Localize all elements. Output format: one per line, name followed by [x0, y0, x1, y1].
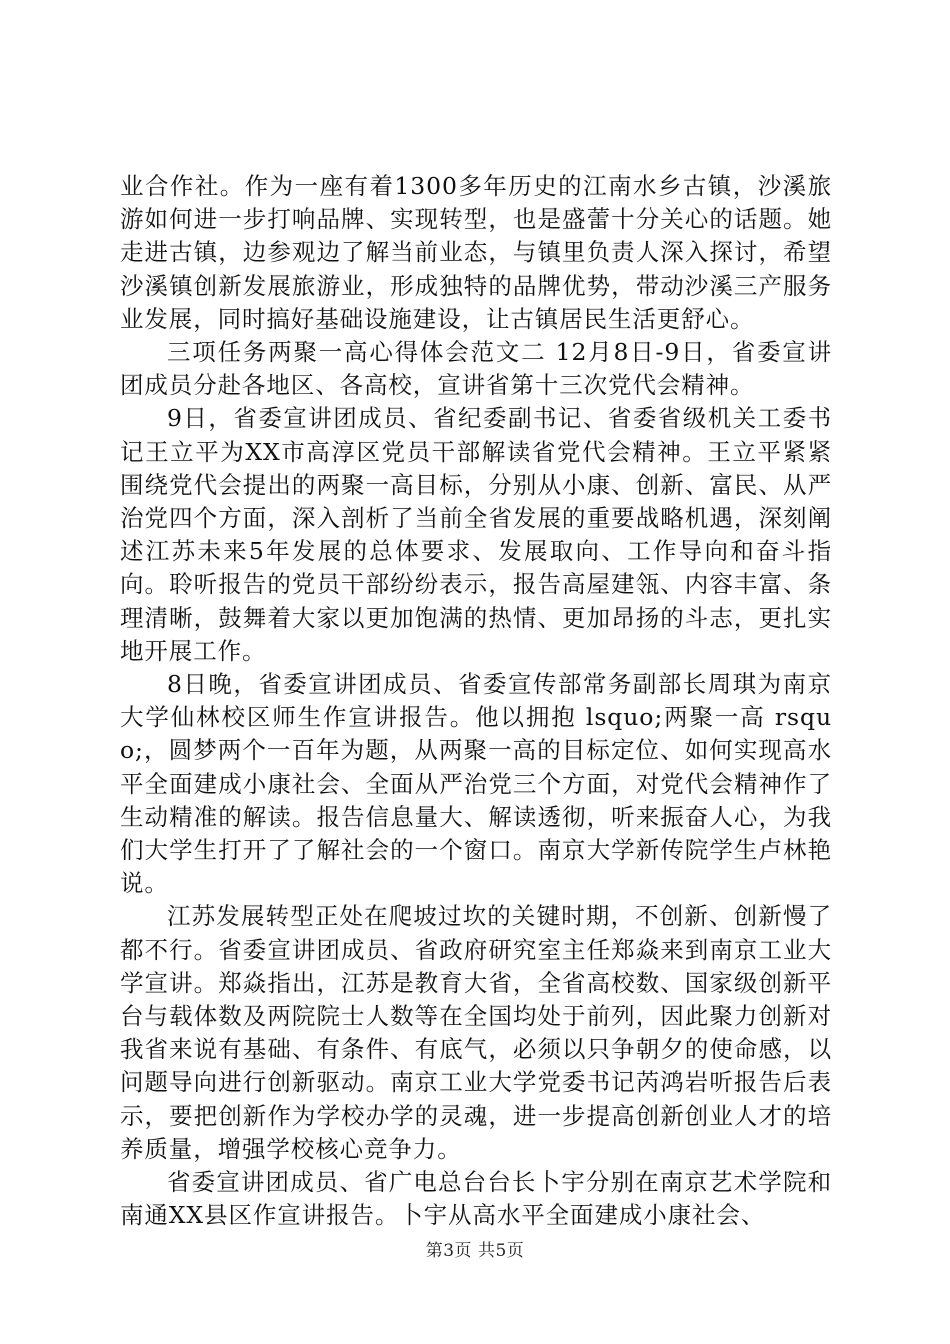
- paragraph-2: 三项任务两聚一高心得体会范文二 12月8日-9日，省委宣讲团成员分赴各地区、各高校，宣讲省第十三次党代会精神。: [120, 338, 832, 400]
- paragraph-4: 8日晚，省委宣讲团成员、省委宣传部常务副部长周琪为南京大学仙林校区师生作宣讲报告。他以拥抱 lsquo;两聚一高 rsquo;，圆梦两个一百年为题，从两聚一高的目标定位、如何实现高水平全面建成小康社会、全面从严治党三个方面，对党代会精神作了生动精准的解读。报告信息量大、解读透彻，听来振奋人心，为我们大学生打开了了解社会的一个窗口。南京大学新传院学生卢林艳说。: [120, 670, 832, 898]
- paragraph-3: 9日，省委宣讲团成员、省纪委副书记、省委省级机关工委书记王立平为XX市高淳区党员干部解读省党代会精神。王立平紧紧围绕党代会提出的两聚一高目标，分别从小康、创新、富民、从严治党四个方面，深入剖析了当前全省发展的重要战略机遇，深刻阐述江苏未来5年发展的总体要求、发展取向、工作导向和奋斗指向。聆听报告的党员干部纷纷表示，报告高屋建瓴、内容丰富、条理清晰，鼓舞着大家以更加饱满的热情、更加昂扬的斗志，更扎实地开展工作。: [120, 404, 832, 665]
- document-body: [120, 170, 832, 1233]
- paragraph-5: 江苏发展转型正处在爬坡过坎的关键时期，不创新、创新慢了都不行。省委宣讲团成员、省政府研究室主任郑焱来到南京工业大学宣讲。郑焱指出，江苏是教育大省，全省高校数、国家级创新平台与载体数及两院院士人数等在全国均处于前列，因此聚力创新对我省来说有基础、有条件、有底气，必须以只争朝夕的使命感，以问题导向进行创新驱动。南京工业大学党委书记芮鸿岩听报告后表示，要把创新作为学校办学的灵魂，进一步提高创新创业人才的培养质量，增强学校核心竞争力。: [120, 902, 832, 1163]
- page-number-footer: 第3页 共5页: [425, 1241, 525, 1261]
- paragraph-6: 省委宣讲团成员、省广电总台台长卜宇分别在南京艺术学院和南通XX县区作宣讲报告。卜宇从高水平全面建成小康社会、: [120, 1168, 832, 1230]
- paragraph-1: 业合作社。作为一座有着1300多年历史的江南水乡古镇，沙溪旅游如何进一步打响品牌、实现转型，也是盛蕾十分关心的话题。她走进古镇，边参观边了解当前业态，与镇里负责人深入探讨，希望沙溪镇创新发展旅游业，形成独特的品牌优势，带动沙溪三产服务业发展，同时搞好基础设施建设，让古镇居民生活更舒心。: [120, 172, 832, 333]
